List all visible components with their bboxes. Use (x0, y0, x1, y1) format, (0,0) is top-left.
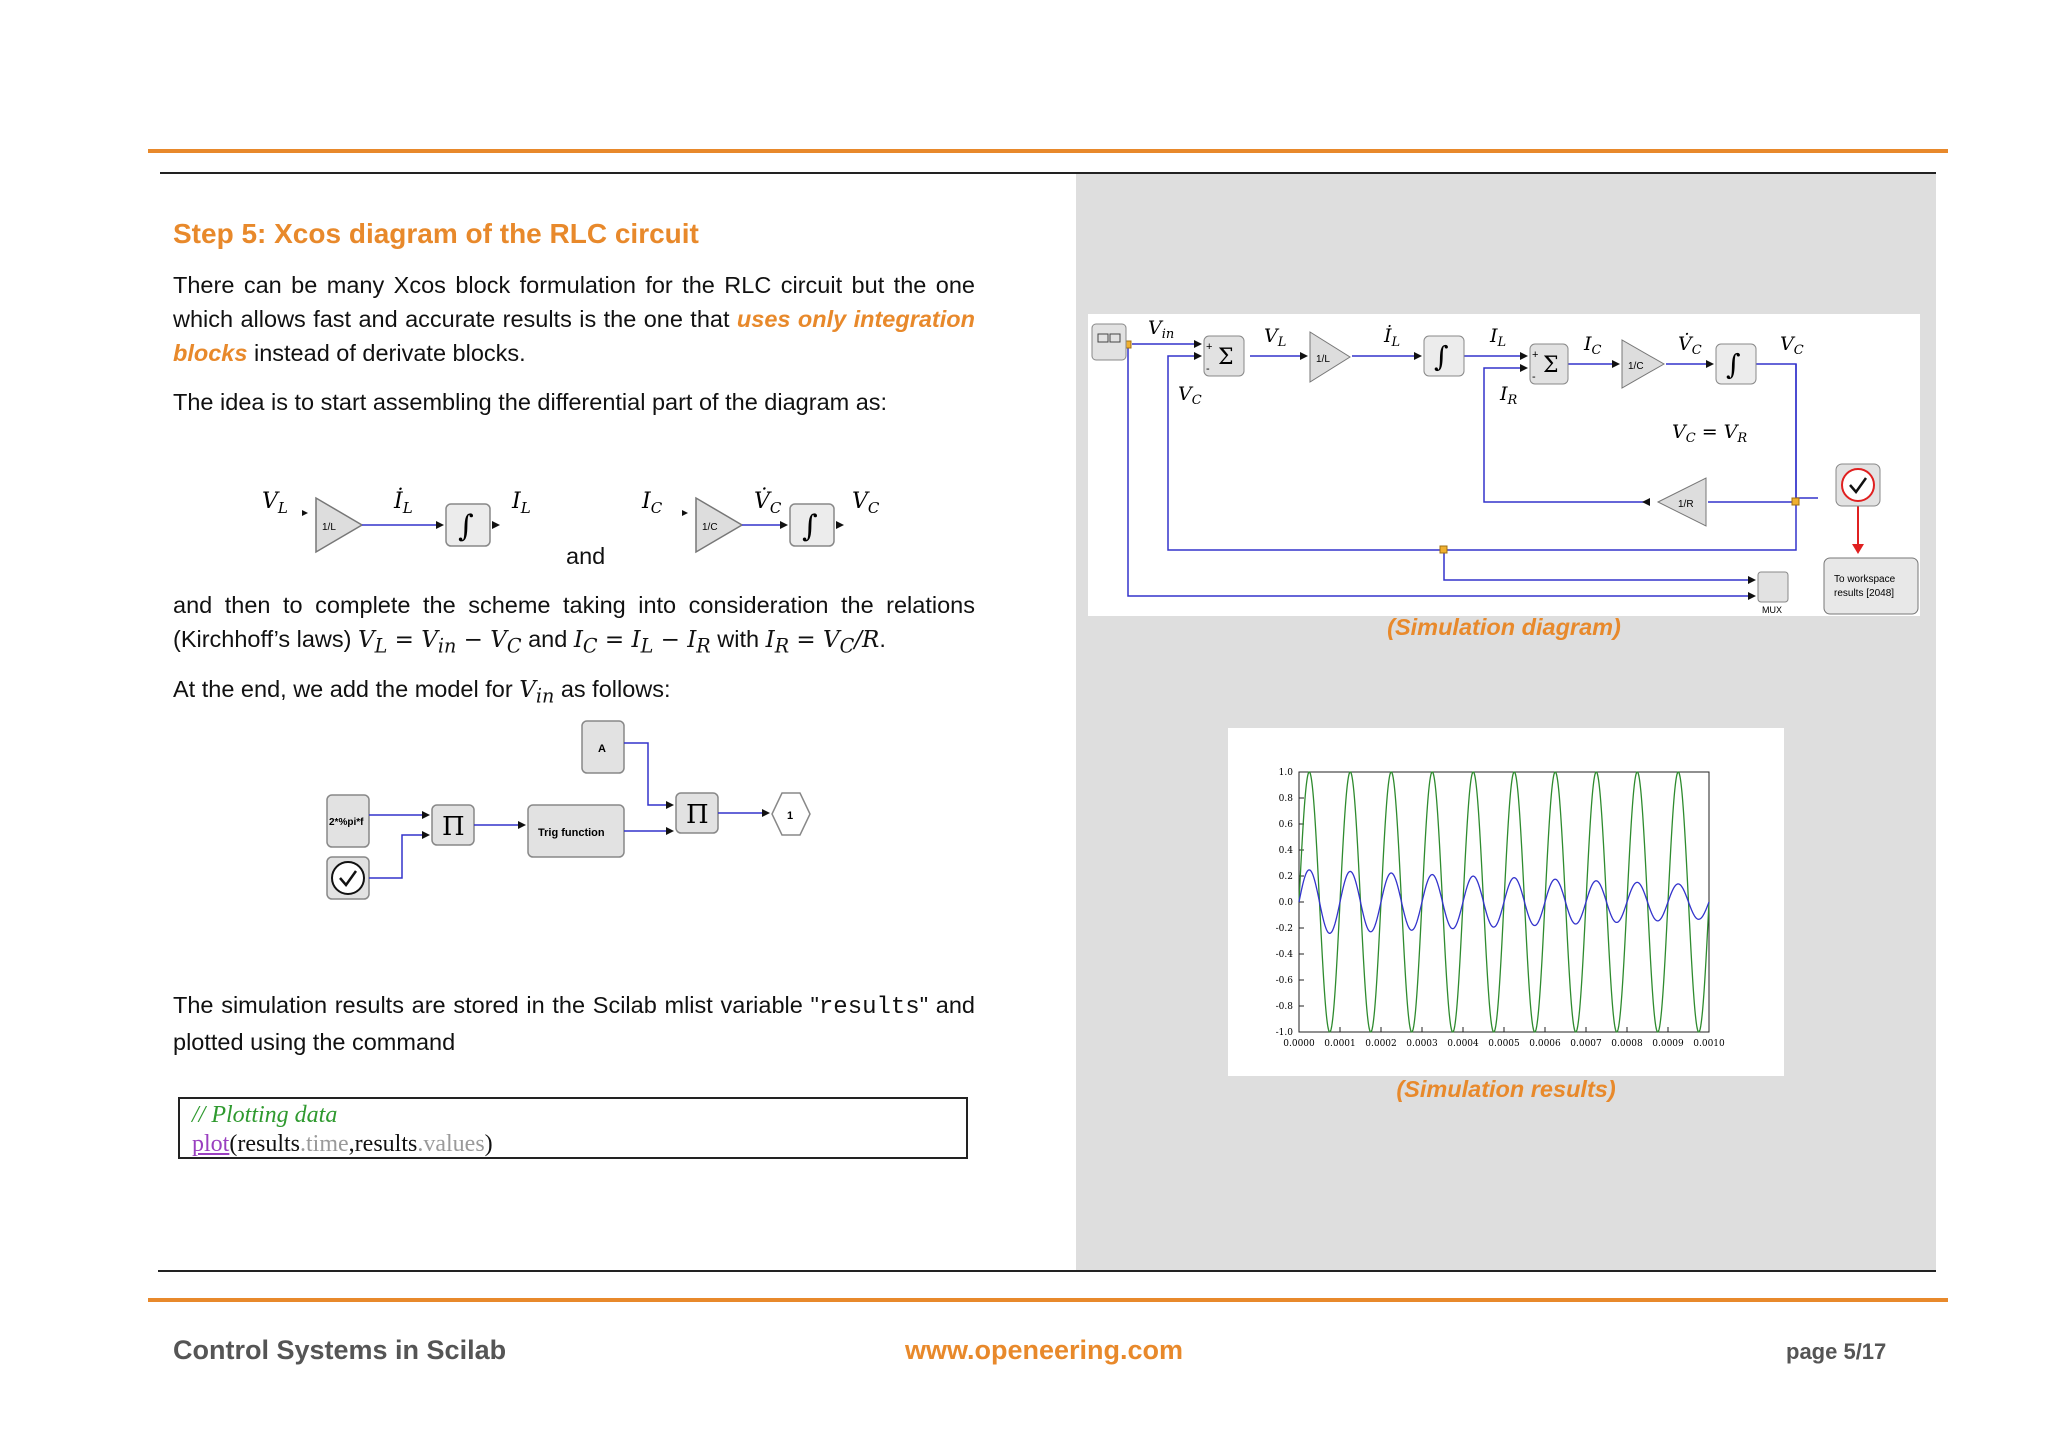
y-tick-label: 0.2 (1278, 872, 1293, 882)
code-object: results (354, 1131, 418, 1157)
y-tick-label: -0.6 (1275, 976, 1293, 986)
sum-plus-sign: + (1206, 341, 1213, 353)
y-tick-label: -0.2 (1275, 924, 1293, 934)
mux-label: MUX (1762, 605, 1782, 615)
y-tick-label: 1.0 (1278, 768, 1293, 778)
frequency-block-label: 2*%pi*f (329, 817, 364, 828)
vin-variable: $V_{in}$ (519, 677, 555, 708)
label-vc: $V_C$ (1780, 333, 1804, 358)
x-tick-label: 0.0005 (1488, 1039, 1520, 1049)
x-tick-label: 0.0004 (1447, 1039, 1479, 1049)
section-title: Step 5: Xcos diagram of the RLC circuit (173, 218, 699, 249)
code-dot: . (300, 1131, 307, 1157)
simulation-diagram (1088, 314, 1920, 616)
y-tick-label: -0.8 (1275, 1002, 1293, 1012)
signal-source-block (1092, 324, 1126, 360)
mini-left-input-label: $V_L$ (262, 489, 288, 517)
to-workspace-label: results [2048] (1834, 588, 1895, 599)
label-vc-dot: $V̇_C$ (1678, 333, 1702, 358)
results-variable: results (818, 994, 920, 1021)
x-tick-label: 0.0006 (1529, 1039, 1561, 1049)
product-symbol: Π (686, 800, 709, 830)
sum-symbol: Σ (1543, 353, 1559, 378)
and-label: and (566, 543, 606, 569)
sum-minus-sign: - (1206, 363, 1210, 375)
code-field-time: time (306, 1131, 349, 1157)
kirchhoff-end: . (879, 626, 886, 652)
footer-orange-rule (148, 1298, 1948, 1302)
page-number: page 5/17 (1786, 1339, 1887, 1364)
intro-paragraph (173, 268, 975, 370)
label-il-dot: $İ_L$ (1384, 325, 1401, 350)
to-workspace-label: To workspace (1834, 574, 1896, 585)
simulation-paragraph (173, 988, 975, 1059)
vin-paragraph (173, 672, 975, 714)
left-column (173, 218, 975, 250)
gain-l-label: 1/L (1316, 354, 1330, 365)
x-tick-label: 0.0001 (1324, 1039, 1356, 1049)
simulation-text-1: The simulation results are stored in the Scilab mlist variable " (173, 992, 819, 1018)
integral-symbol-icon: ∫ (1726, 348, 1741, 381)
mini-right-input-label: $I_C$ (642, 489, 663, 517)
x-tick-label: 0.0000 (1283, 1039, 1315, 1049)
label-vl: $V_L$ (1264, 325, 1287, 350)
product-symbol: Π (442, 812, 465, 842)
label-ic: $I_C$ (1584, 333, 1602, 358)
code-comma: , (348, 1131, 355, 1157)
y-tick-label: 0.8 (1278, 794, 1293, 804)
label-vin: $V_{in}$ (1148, 317, 1175, 342)
footer-title: Control Systems in Scilab (173, 1335, 507, 1365)
code-dot: . (417, 1131, 424, 1157)
kirchhoff-and: and (521, 626, 574, 652)
intro-highlight: uses only integration blocks (173, 306, 975, 366)
integral-symbol-icon: ∫ (802, 509, 818, 544)
y-tick-label: -0.4 (1275, 950, 1293, 960)
x-tick-label: 0.0007 (1570, 1039, 1602, 1049)
code-paren: ) (484, 1131, 493, 1157)
mini-left-output-label: $I_L$ (512, 489, 531, 517)
vin-text-2: as follows: (554, 676, 671, 702)
label-vc-eq-vr: $V_C = V_R$ (1672, 421, 1748, 446)
footer-black-rule (158, 1270, 1936, 1272)
x-tick-label: 0.0010 (1693, 1039, 1725, 1049)
kirchhoff-text: and then to complete the scheme taking into consideration the relations (Kirchhoff’s laws) (173, 592, 975, 652)
idea-paragraph: The idea is to start assembling the differential part of the diagram as: (173, 389, 888, 415)
code-object: results (237, 1131, 301, 1157)
equation-ir: $I_R = V_C/R$ (765, 627, 880, 658)
kirchhoff-paragraph (173, 588, 975, 664)
clock-icon (1842, 469, 1874, 501)
code-line (192, 1130, 954, 1159)
mini-right-mid-label: $V̇_C$ (754, 489, 782, 517)
vin-text-1: At the end, we add the model for (173, 676, 520, 702)
intro-text-1: There can be many Xcos block formulation for the RLC circuit but the one which allows fast and accurate results is the one that (173, 272, 975, 332)
gain-c-label: 1/C (1628, 361, 1644, 372)
trig-function-label: Trig function (538, 827, 605, 839)
code-function: plot (192, 1131, 230, 1157)
x-tick-label: 0.0002 (1365, 1039, 1397, 1049)
code-paren: ( (229, 1131, 238, 1157)
label-vc-feedback: $V_C$ (1178, 383, 1202, 408)
footer-website-link[interactable]: www.openeering.com (905, 1335, 1184, 1365)
x-tick-label: 0.0003 (1406, 1039, 1438, 1049)
simulation-text-2: " and plotted using the command (173, 992, 975, 1055)
integral-symbol-icon: ∫ (1434, 340, 1449, 373)
sum-symbol: Σ (1218, 345, 1234, 370)
code-comment: // Plotting data (192, 1102, 338, 1128)
mini-right-output-label: $V_C$ (852, 489, 880, 517)
amplitude-block-label: A (598, 743, 606, 755)
to-workspace-block (1824, 558, 1918, 614)
sum-minus-sign: - (1532, 371, 1536, 383)
gain-r-label: 1/R (1678, 499, 1694, 510)
x-tick-label: 0.0009 (1652, 1039, 1684, 1049)
y-tick-label: 0.0 (1278, 898, 1293, 908)
sum-plus-sign: + (1532, 349, 1539, 361)
simulation-results-plot (1228, 728, 1784, 1076)
mini-diagram-right (641, 488, 880, 552)
equation-ic: $I_C = I_L - I_R$ (573, 627, 711, 658)
y-tick-label: 0.6 (1278, 820, 1293, 830)
mini-left-mid-label: $İ_L$ (394, 489, 413, 517)
y-tick-label: 0.4 (1278, 846, 1293, 856)
code-field-values: values (423, 1131, 485, 1157)
output-port-label: 1 (787, 810, 794, 822)
vin-model-diagram (320, 715, 840, 905)
integral-symbol-icon: ∫ (458, 509, 474, 544)
label-il: $I_L$ (1490, 325, 1507, 350)
results-chart (1228, 728, 1784, 1076)
y-tick-label: -1.0 (1275, 1028, 1293, 1038)
clock-icon (332, 862, 364, 894)
intro-text-2: instead of derivate blocks. (247, 340, 526, 366)
kirchhoff-with: with (710, 626, 766, 652)
gain-block-label: 1/L (322, 522, 336, 533)
gain-block-label: 1/C (702, 522, 718, 533)
x-tick-label: 0.0008 (1611, 1039, 1643, 1049)
code-block (178, 1097, 968, 1159)
mini-diagram-left (262, 487, 531, 552)
simulation-results-caption: (Simulation results) (1396, 1076, 1616, 1102)
header-orange-rule (148, 149, 1948, 153)
equation-vl: $V_L = V_{in} - V_C$ (358, 627, 522, 658)
mux-block (1758, 572, 1788, 602)
label-ir: $I_R$ (1500, 383, 1518, 408)
simulation-diagram-caption: (Simulation diagram) (1387, 614, 1621, 640)
